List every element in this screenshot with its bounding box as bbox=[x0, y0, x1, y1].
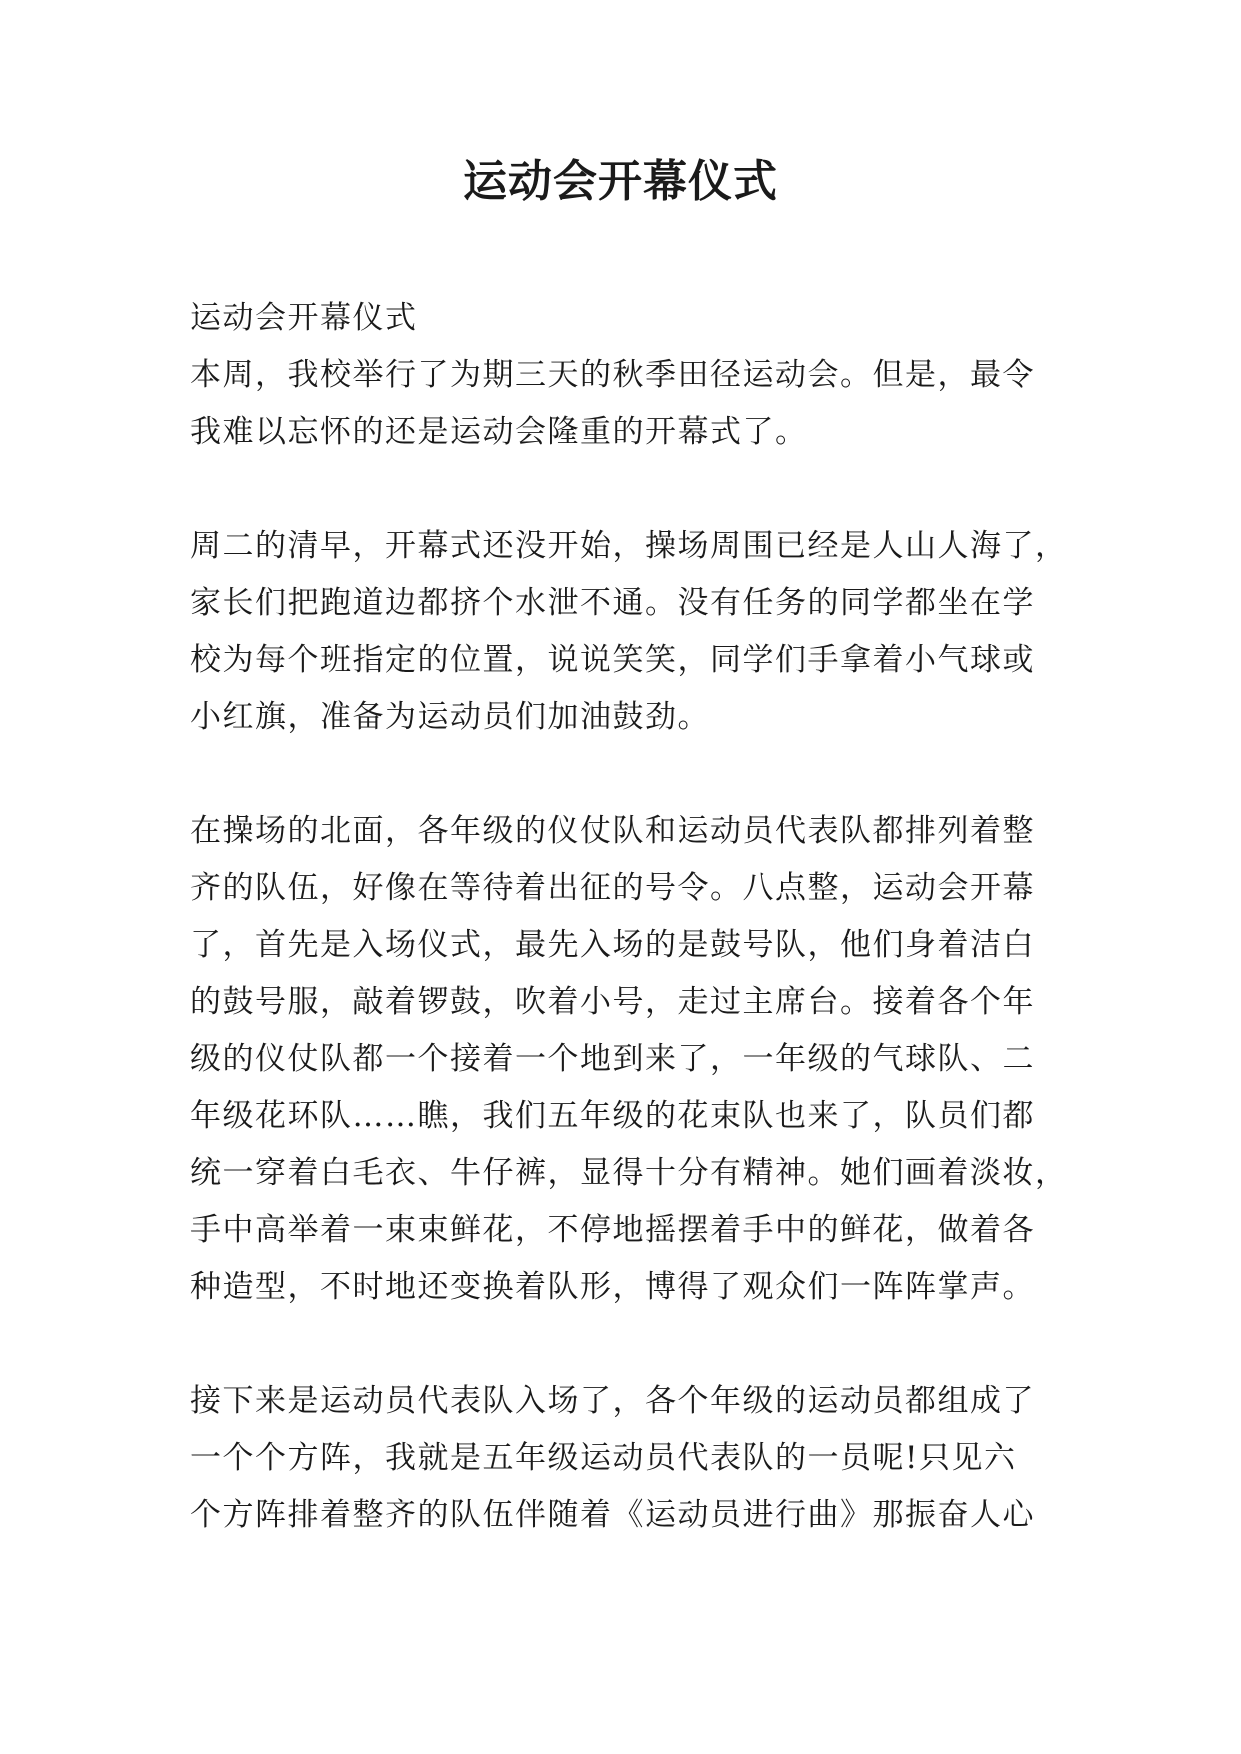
paragraph-3-line-6: 年级花环队……瞧，我们五年级的花束队也来了，队员们都 bbox=[190, 1098, 1035, 1134]
paragraph-spacer bbox=[190, 1316, 1090, 1373]
paragraph-4-line-3: 个方阵排着整齐的队伍伴随着《运动员进行曲》那振奋人心 bbox=[190, 1497, 1035, 1533]
document-subtitle: 运动会开幕仪式 bbox=[190, 300, 418, 336]
paragraph-3-line-7: 统一穿着白毛衣、牛仔裤，显得十分有精神。她们画着淡妆， bbox=[190, 1155, 1068, 1191]
paragraph-4-line-2: 一个个方阵，我就是五年级运动员代表队的一员呢!只见六 bbox=[190, 1440, 1017, 1476]
paragraph-spacer bbox=[190, 461, 1090, 518]
paragraph-3-line-5: 级的仪仗队都一个接着一个地到来了，一年级的气球队、二 bbox=[190, 1041, 1035, 1077]
paragraph-spacer bbox=[190, 746, 1090, 803]
paragraph-3-line-1: 在操场的北面，各年级的仪仗队和运动员代表队都排列着整 bbox=[190, 813, 1035, 849]
document-title: 运动会开幕仪式 bbox=[463, 156, 778, 207]
paragraph-2-line-3: 校为每个班指定的位置，说说笑笑，同学们手拿着小气球或 bbox=[190, 642, 1035, 678]
paragraph-3-line-9: 种造型，不时地还变换着队形，博得了观众们一阵阵掌声。 bbox=[190, 1269, 1035, 1305]
paragraph-4-line-1: 接下来是运动员代表队入场了，各个年级的运动员都组成了 bbox=[190, 1383, 1035, 1419]
paragraph-3-line-8: 手中高举着一束束鲜花，不停地摇摆着手中的鲜花，做着各 bbox=[190, 1212, 1035, 1248]
paragraph-1-line-2: 我难以忘怀的还是运动会隆重的开幕式了。 bbox=[190, 414, 808, 450]
document-body bbox=[190, 290, 1090, 1544]
paragraph-1-line-1: 本周，我校举行了为期三天的秋季田径运动会。但是，最令 bbox=[190, 357, 1035, 393]
paragraph-3-line-2: 齐的队伍，好像在等待着出征的号令。八点整，运动会开幕 bbox=[190, 870, 1035, 906]
paragraph-3-line-3: 了，首先是入场仪式，最先入场的是鼓号队，他们身着洁白 bbox=[190, 927, 1035, 963]
paragraph-2-line-1: 周二的清早，开幕式还没开始，操场周围已经是人山人海了， bbox=[190, 528, 1068, 564]
paragraph-2-line-4: 小红旗，准备为运动员们加油鼓劲。 bbox=[190, 699, 710, 735]
paragraph-3-line-4: 的鼓号服，敲着锣鼓，吹着小号，走过主席台。接着各个年 bbox=[190, 984, 1035, 1020]
paragraph-2-line-2: 家长们把跑道边都挤个水泄不通。没有任务的同学都坐在学 bbox=[190, 585, 1035, 621]
